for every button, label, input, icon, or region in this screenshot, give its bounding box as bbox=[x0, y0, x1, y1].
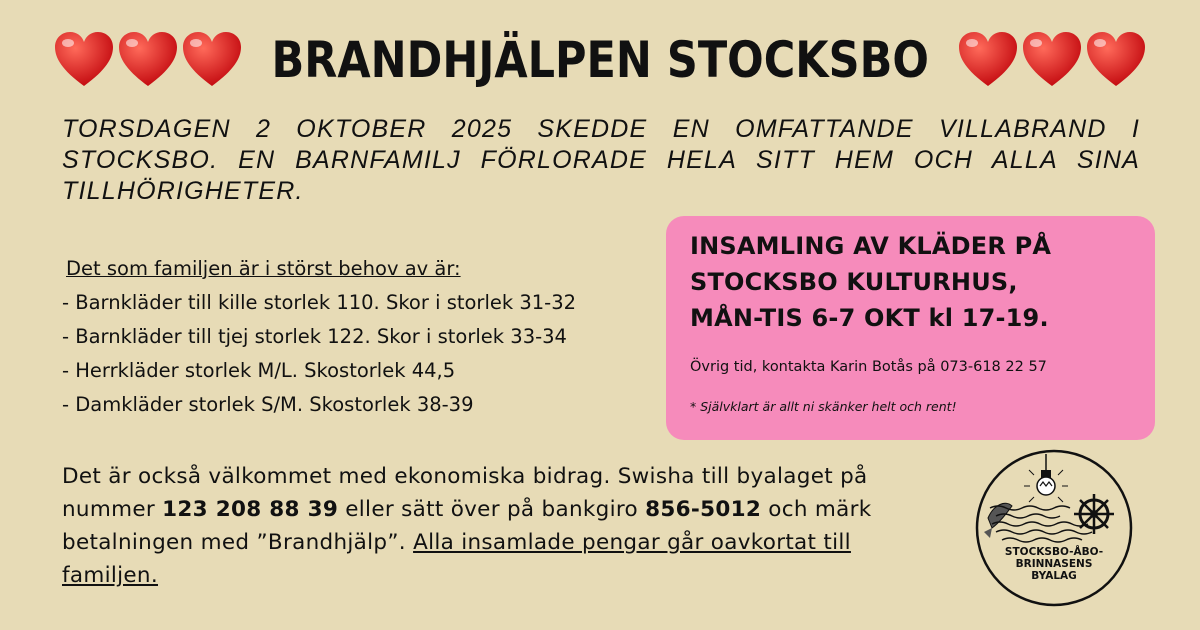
needs-item: - Barnkläder till kille storlek 110. Skor i storlek 31-32 bbox=[62, 291, 577, 314]
needs-list bbox=[62, 252, 662, 422]
bankgiro-number: 856-5012 bbox=[645, 497, 762, 522]
hearts-right bbox=[956, 28, 1148, 92]
heart-icon bbox=[1020, 28, 1084, 92]
intro-text: TORSDAGEN 2 OKTOBER 2025 SKEDDE EN OMFATTANDE VILLABRAND I STOCKSBO. EN BARNFAMILJ FÖRLORADE HELA SITT HEM OCH ALLA SINA TILLHÖRIGHETER. bbox=[62, 115, 1140, 205]
donation-underlined: Alla insamlade pengar går oavkortat till familjen. bbox=[62, 530, 851, 588]
heart-icon bbox=[52, 28, 116, 92]
byalag-logo bbox=[974, 448, 1134, 608]
logo-line-3: BYALAG bbox=[1031, 570, 1077, 582]
logo-line-1: STOCKSBO-ÅBO- bbox=[1004, 546, 1104, 558]
page-title: BRANDHJÄLPEN STOCKSBO bbox=[271, 31, 929, 89]
donation-part-2: eller sätt över på bankgiro bbox=[338, 497, 646, 522]
needs-item: - Herrkläder storlek M/L. Skostorlek 44,5 bbox=[62, 359, 456, 382]
needs-item: - Damkläder storlek S/M. Skostorlek 38-39 bbox=[62, 393, 474, 416]
title-row bbox=[0, 20, 1200, 100]
hearts-left bbox=[52, 28, 244, 92]
needs-item: - Barnkläder till tjej storlek 122. Skor i storlek 33-34 bbox=[62, 325, 567, 348]
logo-emblem-icon bbox=[974, 448, 1134, 608]
collection-line-3: MÅN-TIS 6-7 OKT kl 17-19. bbox=[690, 304, 1049, 332]
donation-part-3: och märk betalningen med ”Brandhjälp”. bbox=[62, 497, 872, 555]
heart-icon bbox=[1084, 28, 1148, 92]
logo-line-2: BRINNASENS bbox=[1015, 558, 1093, 570]
donation-part-1: Det är också välkommet med ekonomiska bidrag. Swisha till byalaget på nummer bbox=[62, 464, 868, 522]
logo-text bbox=[974, 546, 1134, 582]
heart-icon bbox=[180, 28, 244, 92]
collection-box bbox=[666, 216, 1155, 440]
needs-heading: Det som familjen är i störst behov av är: bbox=[66, 257, 461, 280]
collection-contact: Övrig tid, kontakta Karin Botås på 073-618 22 57 bbox=[690, 359, 1047, 375]
heart-icon bbox=[116, 28, 180, 92]
collection-note: * Självklart är allt ni skänker helt och rent! bbox=[690, 399, 957, 414]
heart-icon bbox=[956, 28, 1020, 92]
collection-line-2: STOCKSBO KULTURHUS, bbox=[690, 268, 1018, 296]
swish-number: 123 208 88 39 bbox=[162, 497, 339, 522]
donation-text bbox=[62, 460, 942, 592]
collection-line-1: INSAMLING AV KLÄDER PÅ bbox=[690, 232, 1052, 260]
